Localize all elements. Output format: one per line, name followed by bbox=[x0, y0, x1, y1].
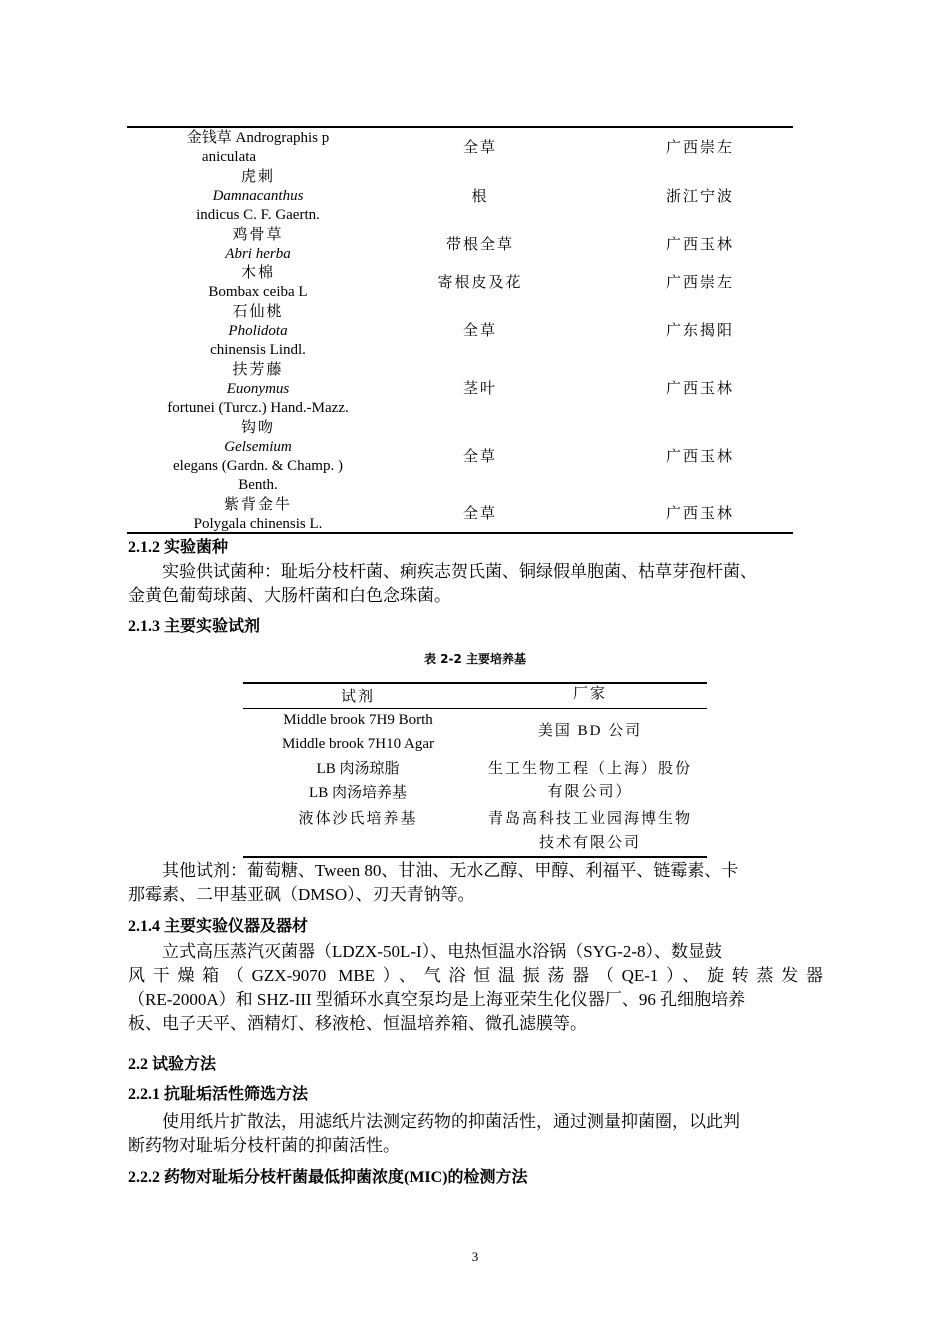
paragraph-other-reagents: 其他试剂：葡萄糖、Tween 80、甘油、无水乙醇、甲醇、利福平、链霉素、卡 那霉素、二甲基亚砜（DMSO）、刃天青钠等。 bbox=[128, 861, 739, 904]
table1-origin-cell: 广西玉林 bbox=[665, 381, 734, 397]
table1-origin-cell: 广西玉林 bbox=[665, 506, 734, 522]
table2-reagent-cell: LB 肉汤培养基 bbox=[309, 785, 407, 801]
section-heading-2-1-4: 2.1.4 主要实验仪器及器材 bbox=[128, 918, 309, 935]
table1-origin-cell: 广西崇左 bbox=[665, 275, 734, 291]
table2-reagent-cell: 液体沙氏培养基 bbox=[298, 811, 418, 827]
table1-part-cell: 全草 bbox=[462, 140, 497, 156]
section-heading-2-2-2: 2.2.2 药物对耻垢分枝杆菌最低抑菌浓度(MIC)的检测方法 bbox=[128, 1169, 528, 1186]
table1-name-cell: 鸡骨草 Abri herba bbox=[225, 227, 291, 262]
table1-part-cell: 茎叶 bbox=[462, 381, 497, 397]
table1-name-cell: 紫背金牛 Polygala chinensis L. bbox=[193, 497, 323, 532]
table1-part-cell: 带根全草 bbox=[445, 237, 514, 253]
table2-maker-cell: 生工生物工程（上海）股份 bbox=[487, 761, 692, 777]
table1-name-cell: 石仙桃 Pholidota chinensis Lindl. bbox=[210, 304, 306, 358]
table1-origin-cell: 广西崇左 bbox=[665, 140, 734, 156]
table1-name-cell: 扶芳藤 Euonymus fortunei (Turcz.) Hand.-Mazz. bbox=[167, 362, 349, 416]
table2-caption: 表 2-2 主要培养基 bbox=[423, 652, 527, 666]
section-heading-2-1-3: 2.1.3 主要实验试剂 bbox=[128, 618, 261, 635]
table1-top-rule bbox=[127, 126, 793, 128]
table1-name-cell: 钩吻 Gelsemium elegans (Gardn. & Champ. ) Benth. bbox=[173, 420, 343, 493]
table1-name-cell: 木棉 Bombax ceiba L bbox=[208, 265, 308, 300]
table2-header-maker: 厂家 bbox=[572, 686, 607, 702]
section-heading-2-1-2: 2.1.2 实验菌种 bbox=[128, 539, 229, 556]
table2-bottom-rule bbox=[243, 856, 707, 858]
table2-reagent-cell: LB 肉汤琼脂 bbox=[316, 761, 400, 777]
table1-origin-cell: 广东揭阳 bbox=[665, 323, 734, 339]
table1-name-cell: 虎刺 Damnacanthus indicus C. F. Gaertn. bbox=[196, 169, 320, 223]
table1-part-cell: 全草 bbox=[462, 506, 497, 522]
table2-maker-cell: 美国 BD 公司 bbox=[537, 723, 643, 739]
section-heading-2-2-1: 2.2.1 抗耻垢活性筛选方法 bbox=[128, 1086, 309, 1103]
table2-maker-cell: 技术有限公司 bbox=[538, 835, 641, 851]
table2-maker-cell: 青岛高科技工业园海博生物 bbox=[487, 811, 692, 827]
table2-header-reagent: 试剂 bbox=[340, 689, 375, 705]
table1-origin-cell: 广西玉林 bbox=[665, 237, 734, 253]
table1-part-cell: 寄根皮及花 bbox=[437, 275, 523, 291]
page-number: 3 bbox=[471, 1249, 479, 1264]
paragraph-test-strains: 实验供试菌种：耻垢分枝杆菌、痢疾志贺氏菌、铜绿假单胞菌、枯草芽孢杆菌、 金黄色葡萄球菌、大肠杆菌和白色念珠菌。 bbox=[128, 562, 757, 605]
table2-reagent-cell: Middle brook 7H10 Agar bbox=[281, 736, 435, 752]
table1-origin-cell: 浙江宁波 bbox=[665, 189, 734, 205]
table1-part-cell: 根 bbox=[471, 189, 489, 205]
table1-part-cell: 全草 bbox=[462, 323, 497, 339]
table1-part-cell: 全草 bbox=[462, 449, 497, 465]
paragraph-screening-method: 使用纸片扩散法，用滤纸片法测定药物的抑菌活性，通过测量抑菌圈，以此判 断药物对耻垢分枝杆菌的抑菌活性。 bbox=[128, 1112, 740, 1155]
table2-top-rule bbox=[243, 682, 707, 684]
section-heading-2-2: 2.2 试验方法 bbox=[128, 1056, 217, 1073]
table1-origin-cell: 广西玉林 bbox=[665, 449, 734, 465]
paragraph-instruments: 立式高压蒸汽灭菌器（LDZX-50L-I）、电热恒温水浴锅（SYG-2-8）、数显鼓 风干燥箱（GZX-9070 MBE）、气浴恒温振荡器（QE-1）、旋转蒸发器 （RE-2000A）和 SHZ-III 型循环水真空泵均是上海亚荣生化仪器厂、96 孔细胞培养 板、电子天平、酒精灯、移液枪、恒温培养箱、微孔滤膜等。 bbox=[128, 942, 823, 1033]
table2-maker-cell: 有限公司） bbox=[547, 784, 633, 800]
table1-bottom-rule bbox=[127, 532, 793, 534]
table1-name-cell: 金钱草 Andrographis p aniculata bbox=[186, 130, 330, 165]
table2-reagent-cell: Middle brook 7H9 Borth bbox=[283, 712, 433, 728]
